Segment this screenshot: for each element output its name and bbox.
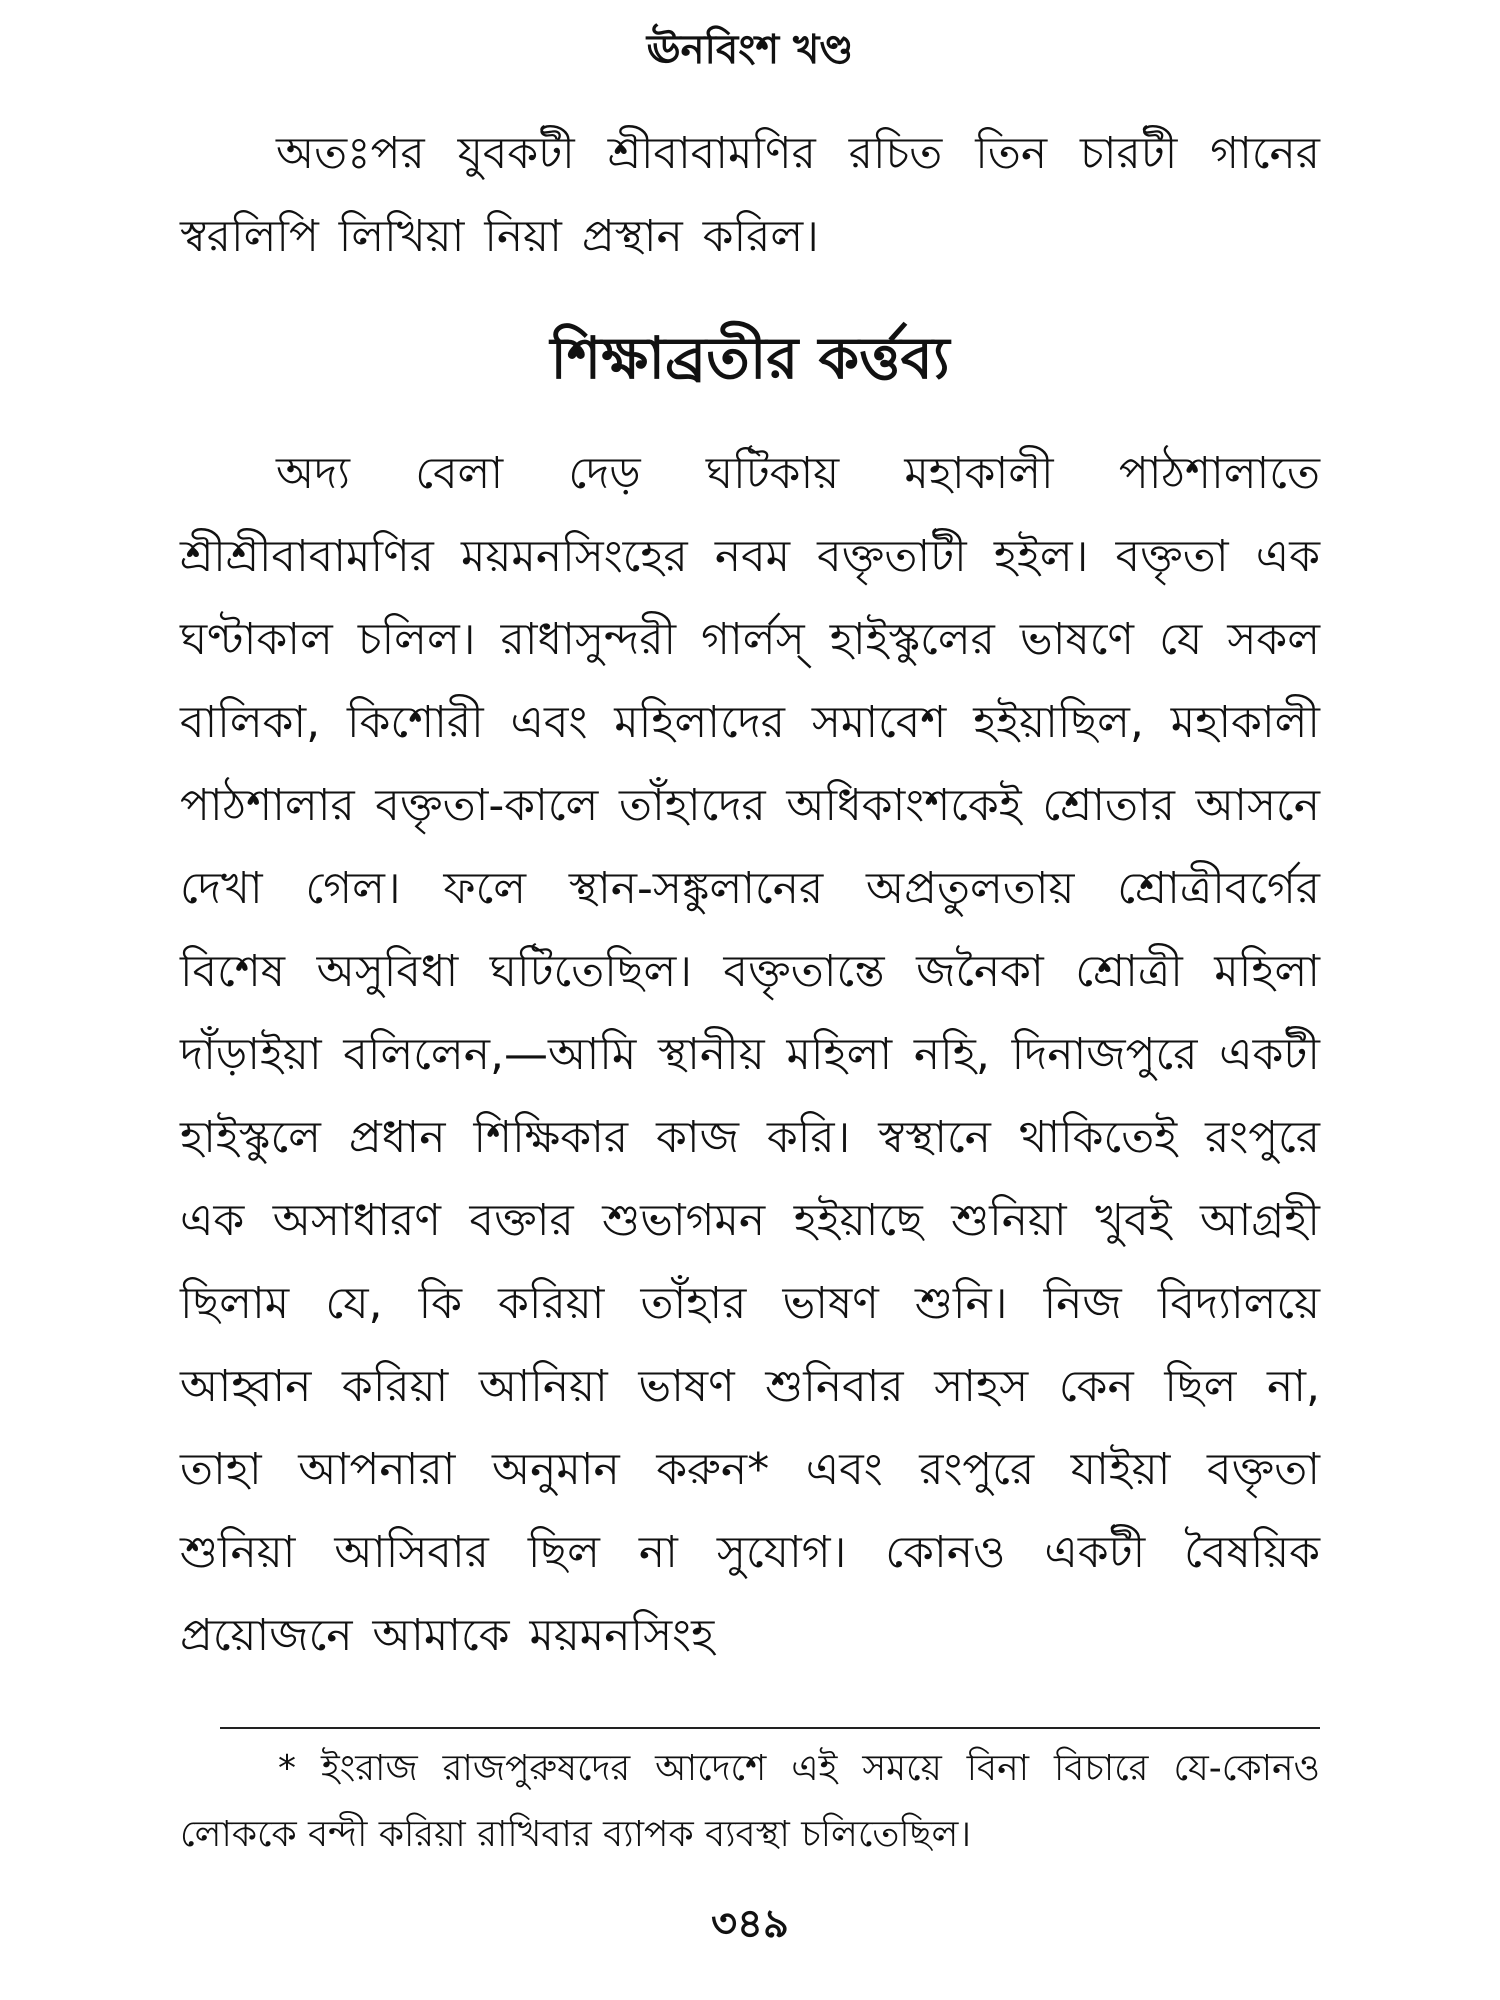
paragraph-body: অদ্য বেলা দেড় ঘটিকায় মহাকালী পাঠশালাতে শ্রীশ্রীবাবামণির ময়মনসিংহের নবম বক্তৃতাটী হইল। বক্তৃতা এক ঘণ্টাকাল চলিল। রাধাসুন্দরী গার্লস্ হাইস্কুলের ভাষণে যে সকল বালিকা, কিশোরী এবং মহিলাদের সমাবেশ হইয়াছিল, মহাকালী পাঠশালার বক্তৃতা-কালে তাঁহাদের অধিকাংশকেই শ্রোতার আসনে দেখা গেল। ফলে স্থান-সঙ্কুলানের অপ্রতুলতায় শ্রোত্রীবর্গের বিশেষ অসুবিধা ঘটিতেছিল। বক্তৃতান্তে জনৈকা শ্রোত্রী মহিলা দাঁড়াইয়া বলিলেন,—আমি স্থানীয় মহিলা নহি, দিনাজপুরে একটী হাইস্কুলে প্রধান শিক্ষিকার কাজ করি। স্বস্থানে থাকিতেই রংপুরে এক অসাধারণ বক্তার শুভাগমন হইয়াছে শুনিয়া খুবই আগ্রহী ছিলাম যে, কি করিয়া তাঁহার ভাষণ শুনি। নিজ বিদ্যালয়ে আহ্বান করিয়া আনিয়া ভাষণ শুনিবার সাহস কেন ছিল না, তাহা আপনারা অনুমান করুন* এবং রংপুরে যাইয়া বক্তৃতা শুনিয়া আসিবার ছিল না সুযোগ। কোনও একটী বৈষয়িক প্রয়োজনে আমাকে ময়মনসিংহ: [180, 448, 1320, 1661]
section-heading: শিক্ষাব্রতীর কর্ত্তব্য: [550, 324, 950, 392]
running-head: ঊনবিংশ খণ্ড: [646, 27, 854, 73]
page-number: ৩৪৯: [711, 1901, 789, 1947]
footnote-divider: [220, 1727, 1320, 1729]
footnote: * ইংরাজ রাজপুরুষদের আদেশে এই সময়ে বিনা বিচারে যে-কোনও লোককে বন্দী করিয়া রাখিবার ব্যাপক ব্যবস্থা চলিতেছিল।: [180, 1748, 1320, 1855]
paragraph-opening: অতঃপর যুবকটী শ্রীবাবামণির রচিত তিন চারটী গানের স্বরলিপি লিখিয়া নিয়া প্রস্থান করিল।: [180, 128, 1320, 262]
